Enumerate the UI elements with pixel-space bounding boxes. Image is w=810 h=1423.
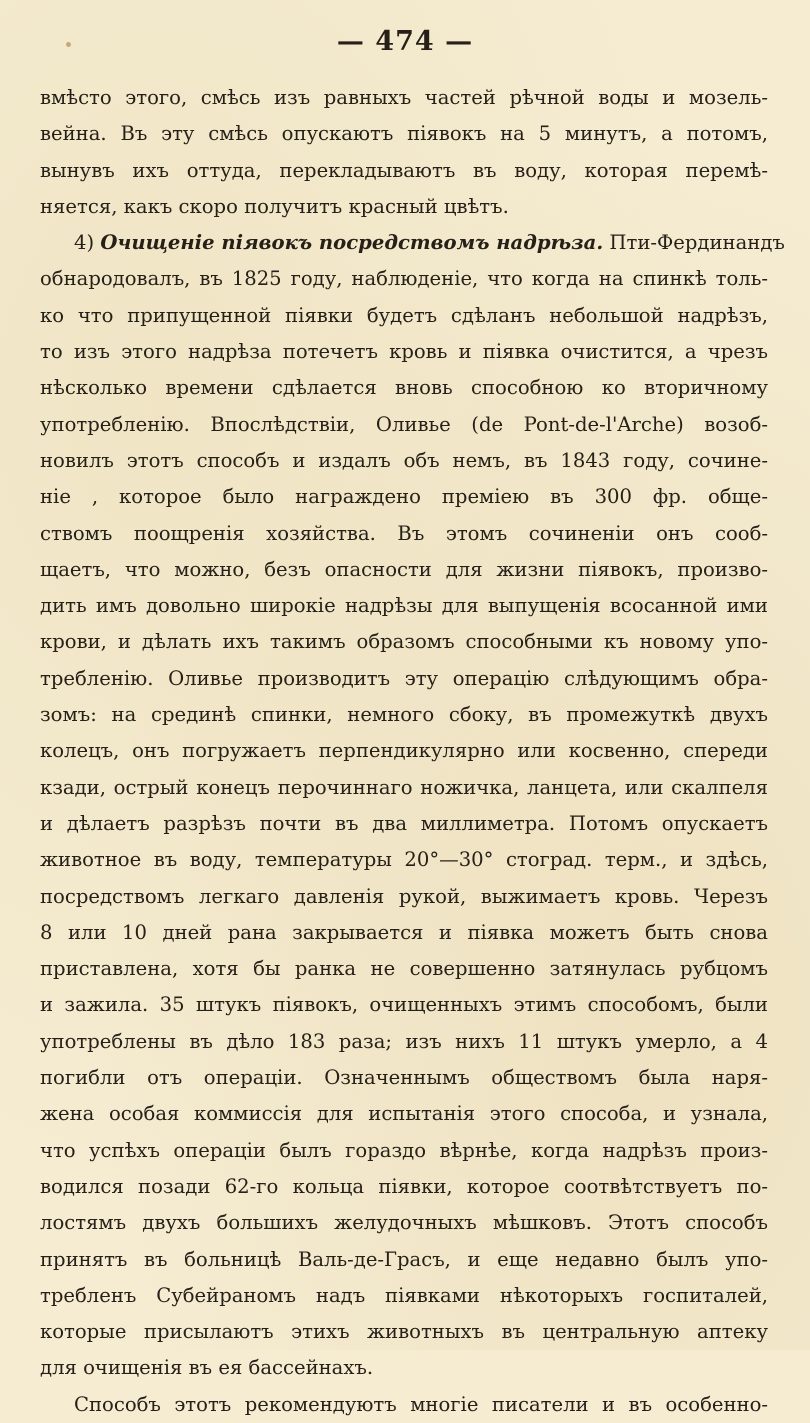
section-number: 4): [74, 231, 95, 255]
body-text: [40, 80, 785, 1423]
text-line: жена особая коммиссія для испытанія этого способа, и узнала,: [40, 1102, 768, 1126]
text-line: вмѣсто этого, смѣсь изъ равныхъ частей рѣчной воды и мозель-: [40, 86, 768, 109]
section-title: Очищеніе піявокъ посредствомъ надрѣза.: [100, 231, 604, 255]
page-number: — 474 —: [336, 26, 474, 57]
text-line: употребленію. Впослѣдствіи, Оливье (de Pont-de-l'Arche) возоб-: [40, 412, 768, 436]
text-line: лостямъ двухъ большихъ желудочныхъ мѣшковъ. Этотъ способъ: [40, 1211, 768, 1235]
text-line: то изъ этого надрѣза потечетъ кровь и піявка очистится, а чрезъ: [40, 340, 768, 364]
text-line: принятъ въ больницѣ Валь-де-Грасъ, и еще недавно былъ упо-: [40, 1247, 768, 1271]
text-line: водился позади 62-го кольца піявки, которое соотвѣтствуетъ по-: [40, 1174, 768, 1198]
text-line: приставлена, хотя бы ранка не совершенно затянулась рубцомъ: [40, 957, 768, 981]
text-line: няется, какъ скоро получитъ красный цвѣтъ.: [40, 194, 509, 218]
text-line: что успѣхъ операціи былъ гораздо вѣрнѣе, когда надрѣзъ произ-: [40, 1138, 768, 1162]
text-line: Способъ этотъ рекомендуютъ многіе писатели и въ особенно-: [74, 1392, 768, 1416]
text-line: посредствомъ легкаго давленія рукой, выжимаетъ кровь. Черезъ: [40, 884, 768, 908]
text-line: ко что припущенной піявки будетъ сдѣланъ небольшой надрѣзъ,: [40, 303, 768, 327]
section-heading-rest: Пти-Фердинандъ: [609, 231, 785, 255]
text-line: нѣсколько времени сдѣлается вновь способною ко вторичному: [40, 376, 768, 400]
text-line: и зажила. 35 штукъ піявокъ, очищенныхъ этимъ способомъ, были: [40, 993, 768, 1017]
text-line: вынувъ ихъ оттуда, перекладываютъ въ воду, которая перемѣ-: [40, 158, 768, 182]
text-line: вейна. Въ эту смѣсь опускаютъ піявокъ на 5 минутъ, а потомъ,: [40, 122, 768, 146]
text-line: употреблены въ дѣло 183 раза; изъ нихъ 11 штукъ умерло, а 4: [40, 1029, 768, 1053]
text-line: обнародовалъ, въ 1825 году, наблюденіе, что когда на спинкѣ толь-: [40, 267, 768, 291]
text-line: крови, и дѣлать ихъ такимъ образомъ способными къ новому упо-: [40, 630, 768, 654]
text-line: колецъ, онъ погружаетъ перпендикулярно или косвенно, спереди: [40, 739, 768, 763]
text-line: дить имъ довольно широкіе надрѣзы для выпущенія всосанной ими: [40, 594, 768, 618]
text-line: 8 или 10 дней рана закрывается и піявка можетъ быть снова: [40, 920, 768, 944]
text-line: для очищенія въ ея бассейнахъ.: [40, 1356, 374, 1380]
text-line: требленъ Субейраномъ надъ піявками нѣкоторыхъ госпиталей,: [40, 1283, 768, 1307]
text-line: ствомъ поощренія хозяйства. Въ этомъ сочиненіи онъ сооб-: [40, 521, 768, 545]
text-line: кзади, острый конецъ перочиннаго ножичка, ланцета, или скалпеля: [40, 775, 768, 799]
text-line: новилъ этотъ способъ и издалъ объ немъ, въ 1843 году, сочине-: [40, 448, 768, 472]
text-line: щаетъ, что можно, безъ опасности для жизни піявокъ, произво-: [40, 557, 768, 581]
text-line: зомъ: на срединѣ спинки, немного сбоку, въ промежуткѣ двухъ: [40, 703, 768, 727]
text-line: требленію. Оливье производитъ эту операцію слѣдующимъ обра-: [40, 666, 768, 690]
text-line: ніе , которое было награждено преміею въ 300 фр. обще-: [40, 485, 768, 509]
text-line: которые присылаютъ этихъ животныхъ въ центральную аптеку: [40, 1320, 768, 1344]
text-line: погибли отъ операціи. Означеннымъ обществомъ была наря-: [40, 1066, 768, 1090]
section-heading-line: [40, 225, 785, 261]
text-line: животное въ воду, температуры 20°—30° стоград. терм., и здѣсь,: [40, 848, 768, 872]
text-line: и дѣлаетъ разрѣзъ почти въ два миллиметра. Потомъ опускаетъ: [40, 811, 768, 835]
